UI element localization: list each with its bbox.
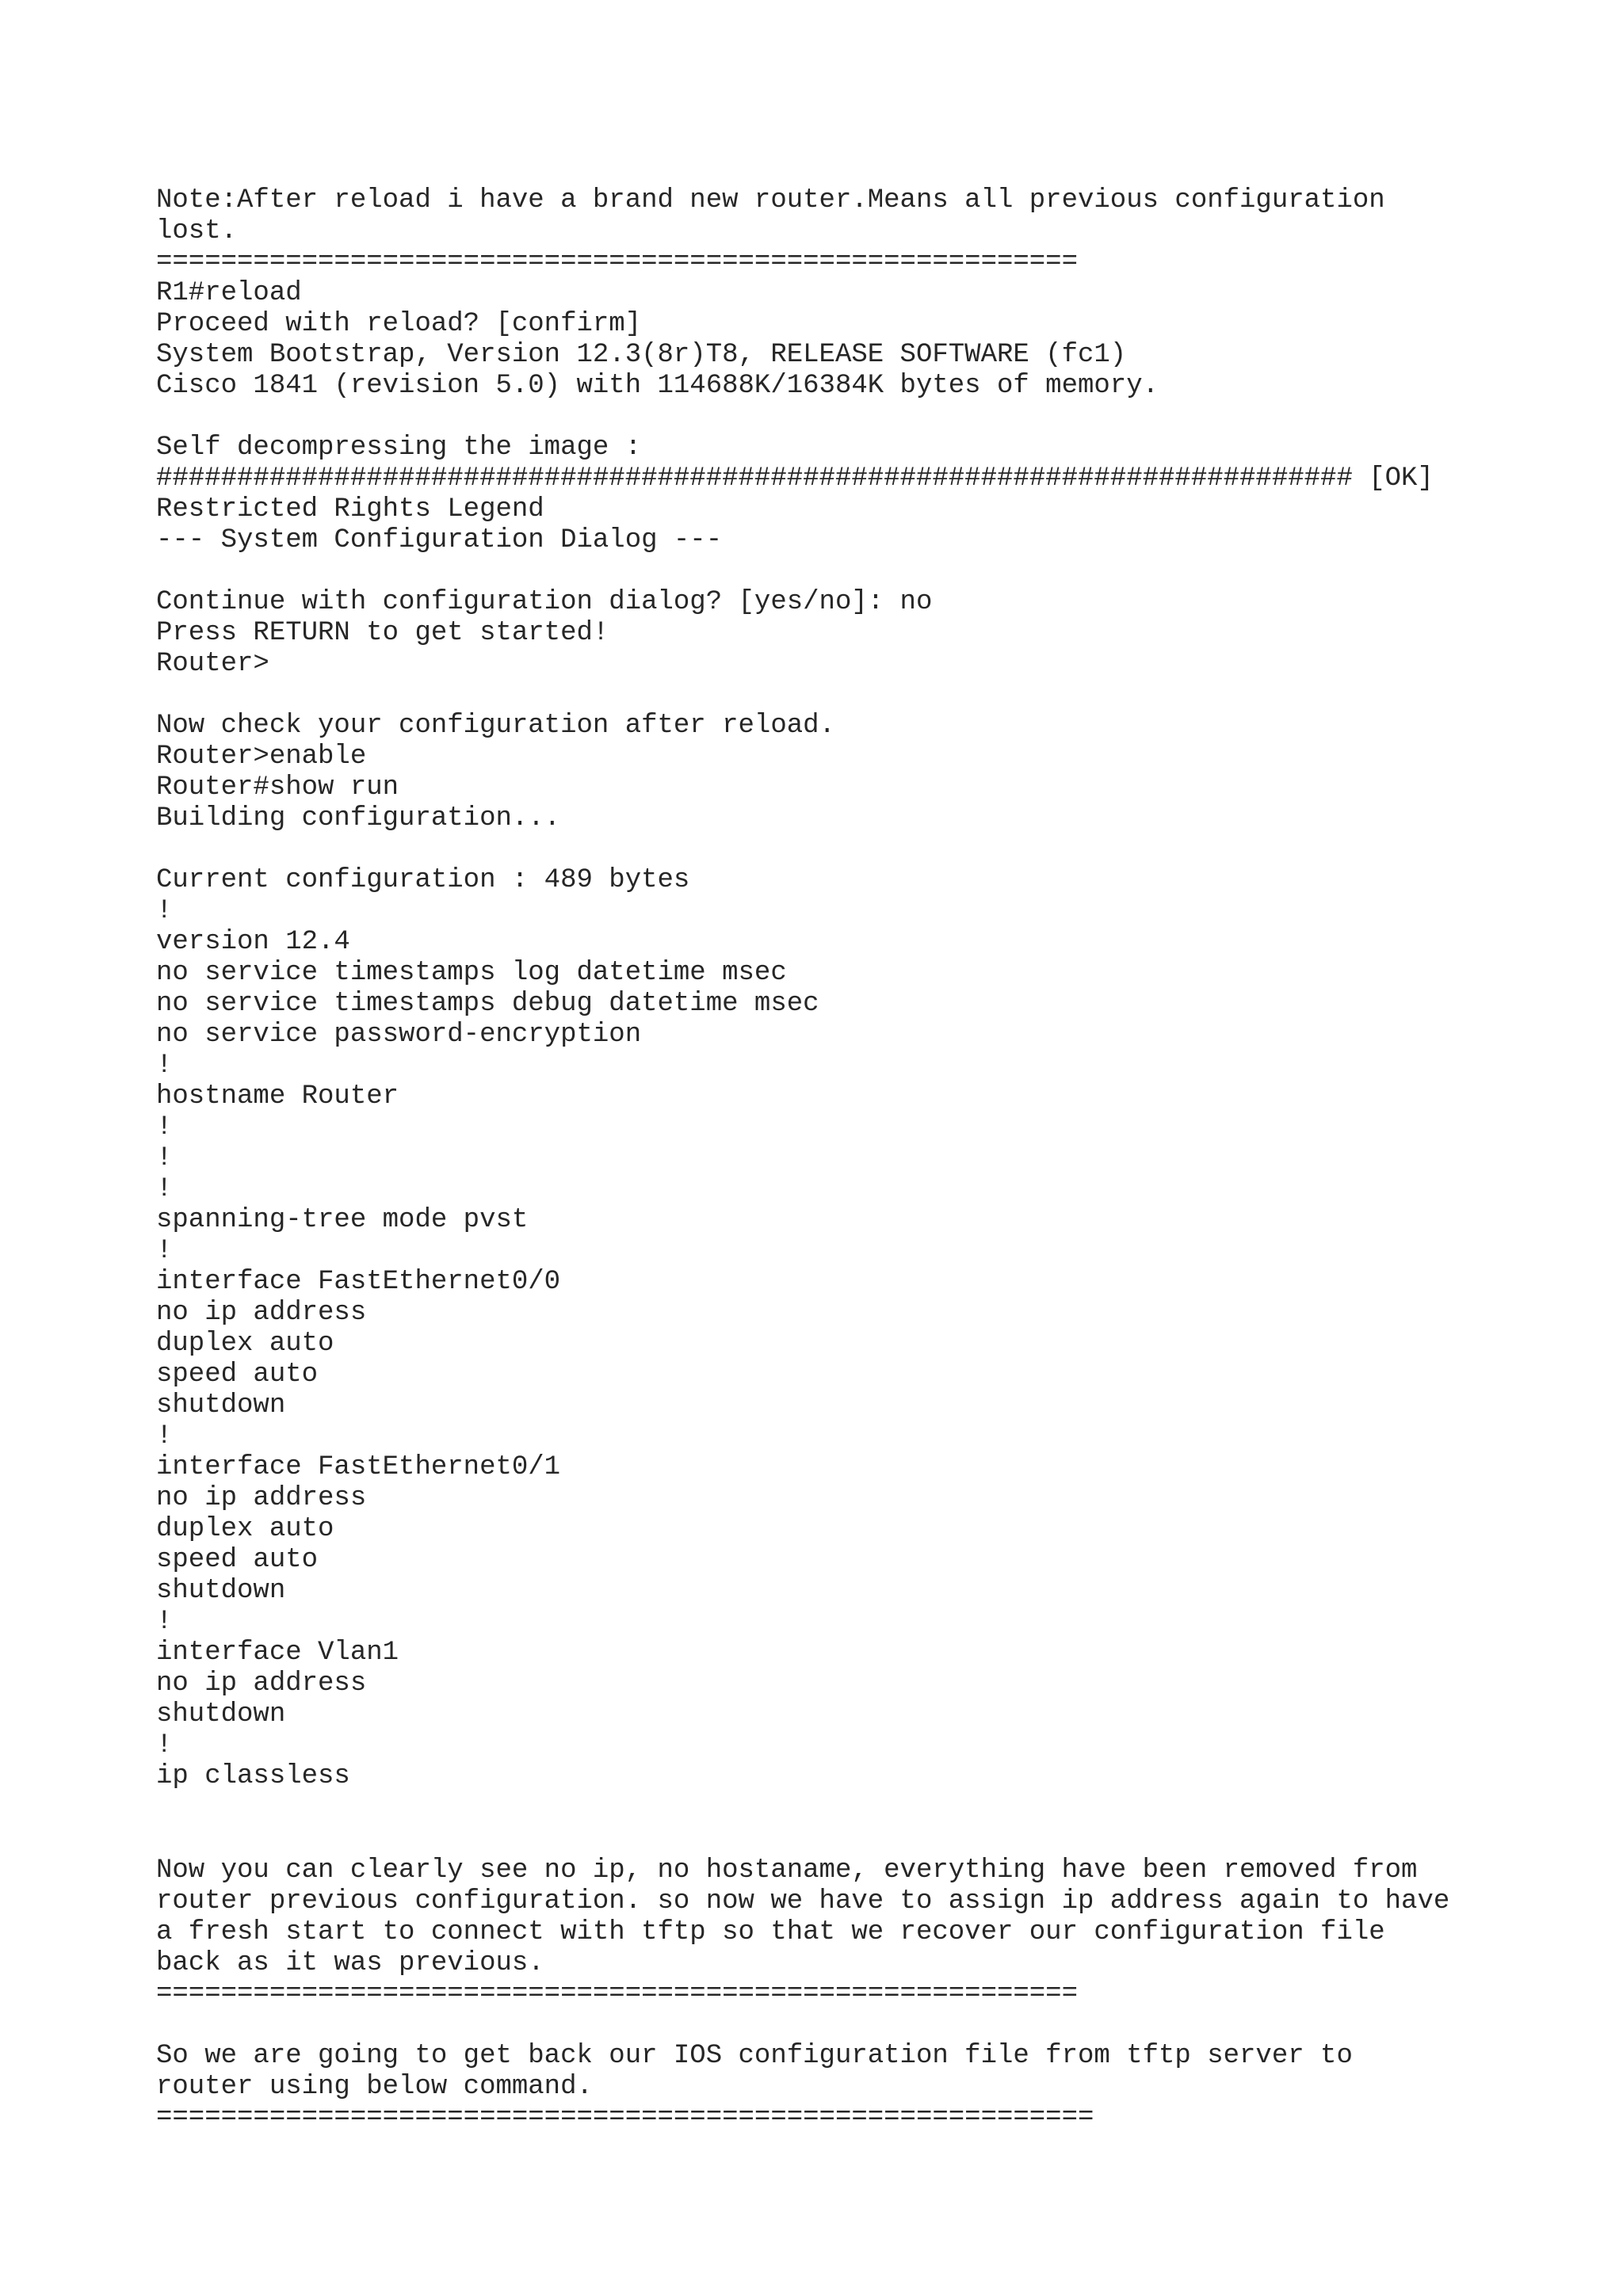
document-line: Self decompressing the image :: [156, 433, 642, 463]
document-line: Router>enable: [156, 742, 367, 772]
document-line: hostname Router: [156, 1081, 399, 1112]
document-line: Cisco 1841 (revision 5.0) with 114688K/16384K bytes of memory.: [156, 371, 1159, 401]
document-line: System Bootstrap, Version 12.3(8r)T8, RELEASE SOFTWARE (fc1): [156, 340, 1127, 370]
document-line: [156, 680, 1583, 711]
document-line: !: [156, 1236, 173, 1266]
document-line: no ip address: [156, 1298, 367, 1328]
document-line: --- System Configuration Dialog ---: [156, 525, 723, 555]
document-line: Now check your configuration after reload.: [156, 711, 835, 741]
document-line: shutdown: [156, 1699, 286, 1730]
document-line: Router#show run: [156, 772, 399, 803]
document-line: no ip address: [156, 1483, 367, 1513]
document-line: =========================================================: [156, 247, 1078, 277]
document-line: a fresh start to connect with tftp so that we recover our configuration file: [156, 1917, 1385, 1947]
document-line: interface Vlan1: [156, 1638, 399, 1668]
document-line: Note:After reload i have a brand new router.Means all previous configuration: [156, 185, 1385, 215]
document-line: !: [156, 1112, 173, 1142]
document-line: !: [156, 1143, 173, 1173]
document-line: speed auto: [156, 1545, 319, 1575]
document-line: router using below command.: [156, 2072, 593, 2102]
document-line: !: [156, 1051, 173, 1081]
document-line: shutdown: [156, 1576, 286, 1606]
document-line: shutdown: [156, 1390, 286, 1421]
document-line: ########################################################################## [OK]: [156, 463, 1434, 494]
document-line: So we are going to get back our IOS configuration file from tftp server to: [156, 2041, 1353, 2071]
document-line: !: [156, 1607, 173, 1637]
document-line: interface FastEthernet0/1: [156, 1452, 561, 1482]
document-line: duplex auto: [156, 1329, 334, 1359]
document-line: [156, 402, 1583, 433]
document-line: !: [156, 896, 173, 926]
document-line: !: [156, 1174, 173, 1204]
document-line: router previous configuration. so now we have to assign ip address again to have: [156, 1886, 1450, 1917]
document-line: [156, 834, 1583, 865]
document-line: [156, 2010, 1583, 2041]
document-line: Current configuration : 489 bytes: [156, 865, 690, 895]
document-line: Building configuration...: [156, 803, 561, 833]
document-line: !: [156, 1730, 173, 1760]
document-page: [156, 185, 1583, 2134]
document-line: Now you can clearly see no ip, no hostaname, everything have been removed from: [156, 1855, 1418, 1886]
document-line: [156, 556, 1583, 587]
document-line: no service timestamps debug datetime msec: [156, 989, 819, 1019]
document-line: interface FastEthernet0/0: [156, 1267, 561, 1297]
document-line: ==========================================================: [156, 2103, 1094, 2133]
document-line: =========================================================: [156, 1979, 1078, 2009]
document-line: back as it was previous.: [156, 1948, 544, 1978]
document-line: Proceed with reload? [confirm]: [156, 309, 642, 339]
document-line: spanning-tree mode pvst: [156, 1205, 529, 1235]
document-line: no ip address: [156, 1669, 367, 1699]
document-line: Continue with configuration dialog? [yes/no]: no: [156, 587, 933, 617]
document-line: no service timestamps log datetime msec: [156, 958, 787, 988]
document-line: [156, 1792, 1583, 1855]
document-line: Router>: [156, 649, 269, 679]
document-line: duplex auto: [156, 1514, 334, 1544]
document-line: ip classless: [156, 1761, 350, 1791]
document-line: no service password-encryption: [156, 1020, 642, 1050]
document-line: version 12.4: [156, 927, 350, 957]
document-line: lost.: [156, 216, 238, 246]
document-line: !: [156, 1421, 173, 1451]
document-line: speed auto: [156, 1360, 319, 1390]
document-line: R1#reload: [156, 278, 302, 308]
document-line: Restricted Rights Legend: [156, 494, 544, 524]
document-line: Press RETURN to get started!: [156, 618, 609, 648]
